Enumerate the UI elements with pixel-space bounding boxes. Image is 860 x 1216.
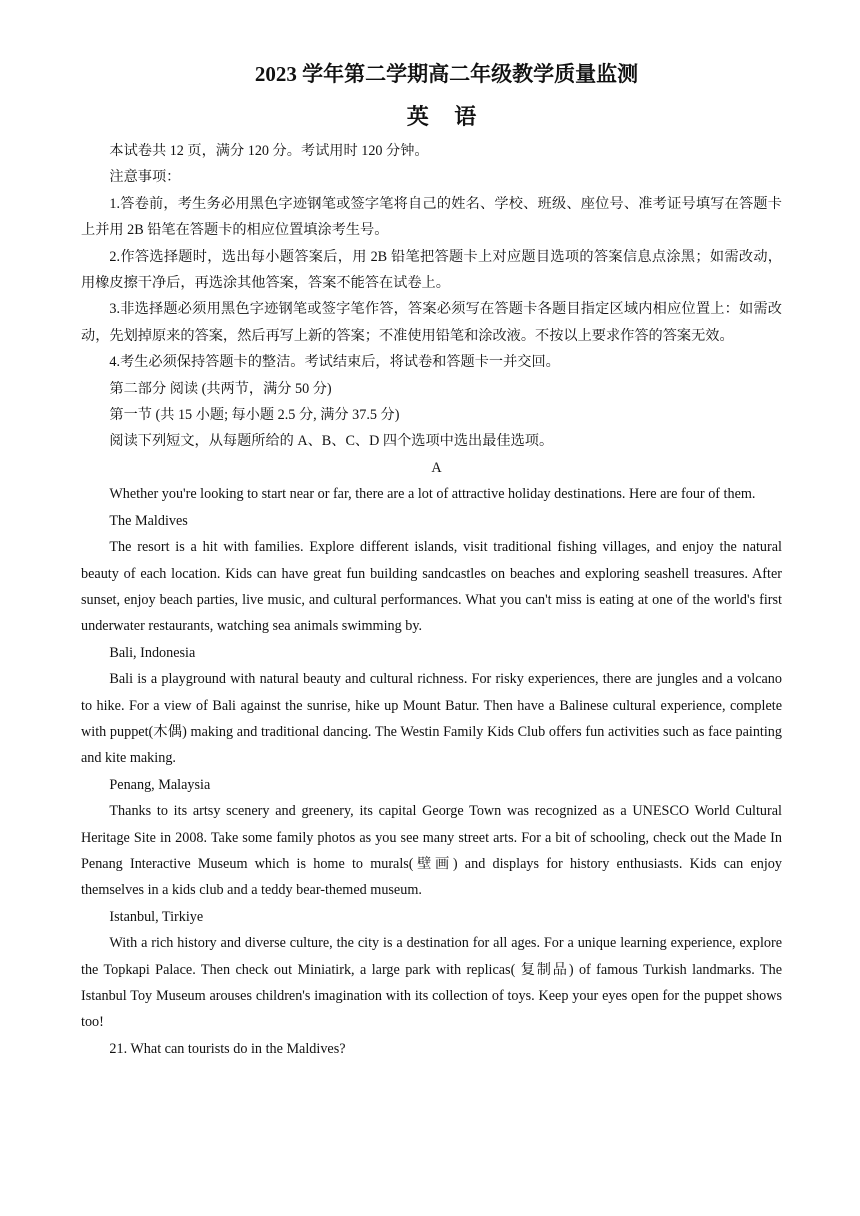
notice-heading: 注意事项： [109, 169, 181, 186]
notice-item: 2.作答选择题时，选出每小题答案后，用 2B 铅笔把答题卡上对应题目选项的答案信息点涂黑；如需改动，用橡皮擦干净后，再选涂其他答案，答案不能答在试卷上。 [81, 248, 782, 292]
exam-title: 2023 学年第二学期高二年级教学质量监测 [254, 62, 639, 86]
destination-name: Istanbul, Tirkiye [109, 908, 204, 925]
part-heading: 第二部分 阅读 (共两节，满分 50 分) [109, 380, 332, 397]
section-heading: 第一节 (共 15 小题; 每小题 2.5 分, 满分 37.5 分) [109, 407, 400, 424]
subject-title: 英 语 [406, 104, 487, 129]
exam-intro: 本试卷共 12 页，满分 120 分。考试用时 120 分钟。 [109, 143, 429, 159]
notice-item: 3.非选择题必须用黑色字迹钢笔或签字笔作答，答案必须写在答题卡各题目指定区域内相应位置上：如需改动，先划掉原来的答案，然后再写上新的答案；不准使用铅笔和涂改液。不按以上要求作答的答案无效。 [81, 301, 782, 344]
destination-text: The resort is a hit with families. Explore different islands, visit traditional fishing villages, and enjoy the natural beauty of each location. Kids can have great fun building sandcastles on beaches and exploring seashell treasures. After sunset, enjoy beach parties, live music, and cultural performances. What you can't miss is eating at one of the world's first underwater restaurants, watching sea animals swimming by. [81, 539, 782, 635]
instruction: 阅读下列短文，从每题所给的 A、B、C、D 四个选项中选出最佳选项。 [109, 433, 554, 450]
passage-intro: Whether you're looking to start near or far, there are a lot of attractive holiday destinations. Here are four of them. [109, 486, 756, 503]
destination-name: Penang, Malaysia [109, 776, 211, 793]
destination-name: The Maldives [109, 512, 188, 529]
notice-item: 4.考生必须保持答题卡的整洁。考试结束后，将试卷和答题卡一并交回。 [109, 354, 560, 371]
passage-label: A [431, 459, 442, 476]
question-21: 21. What can tourists do in the Maldives? [109, 1040, 346, 1057]
destination-text: Thanks to its artsy scenery and greenery, its capital George Town was recognized as a UNESCO World Cultural Heritage Site in 2008. Take some family photos as you see many street arts. For a bit of schooling, check out the Made In Penang Interactive Museum which is home to murals(壁画) and displays for history enthusiasts. Kids can enjoy themselves in a kids club and a teddy bear-themed museum. [81, 803, 782, 899]
notice-item: 1.答卷前，考生务必用黑色字迹钢笔或签字笔将自己的姓名、学校、班级、座位号、准考证号填写在答题卡上并用 2B 铅笔在答题卡的相应位置填涂考生号。 [81, 195, 782, 239]
destination-name: Bali, Indonesia [109, 644, 196, 661]
destination-text: Bali is a playground with natural beauty and cultural richness. For risky experiences, there are jungles and a volcano to hike. For a view of Bali against the sunrise, hike up Mount Batur. Then have a Balinese cultural experience, complete with puppet(木偶) making and traditional dancing. The Westin Family Kids Club offers fun activities such as face painting and kite making. [81, 671, 782, 767]
destination-text: With a rich history and diverse culture, the city is a destination for all ages. For a unique learning experience, explore the Topkapi Palace. Then check out Miniatirk, a large park with replicas( 复制品) of famous Turkish landmarks. The Istanbul Toy Museum arouses children's imagination with its collection of toys. Keep your eyes open for the puppet shows too! [81, 935, 782, 1031]
